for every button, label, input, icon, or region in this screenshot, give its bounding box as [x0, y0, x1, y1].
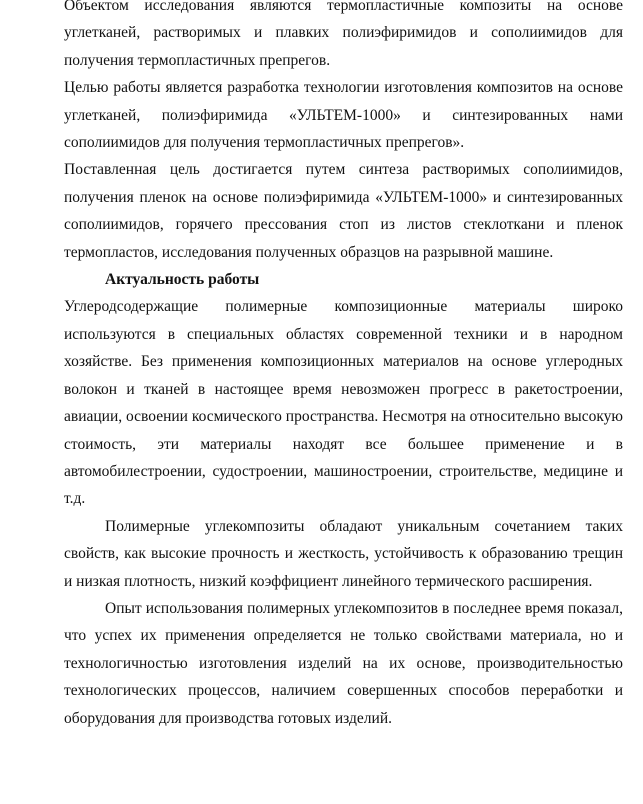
section-heading-relevance: Актуальность работы	[105, 271, 260, 289]
research-object-paragraph: Объектом исследования являются термопластичные композиты на основе углетканей, растворимых и плавких полиэфиримидов и сополиимидов для получения термопластичных препрегов.	[64, 0, 623, 69]
relevance-paragraph-1: Углеродсодержащие полимерные композиционные материалы широко используются в специальных областях современной техники и в народном хозяйстве. Без применения композиционных материалов на основе углеродных волокон и тканей в настоящее время невозможен прогресс в ракетостроении, авиации, освоении космического пространства. Несмотря на относительно высокую стоимость, эти материалы находят все большее применение и в автомобилестроении, судостроении, машиностроении, строительстве, медицине и т.д.	[64, 298, 623, 508]
relevance-paragraph-2: Полимерные углекомпозиты обладают уникальным сочетанием таких свойств, как высокие прочность и жесткость, устойчивость к образованию трещин и низкая плотность, низкий коэффициент линейного термического расширения.	[64, 517, 623, 590]
relevance-paragraph-3: Опыт использования полимерных углекомпозитов в последнее время показал, что успех их применения определяется не только свойствами материала, но и технологичностью изготовления изделий на их основе, производительностью технологических процессов, наличием совершенных способов переработки и оборудования для производства готовых изделий.	[64, 599, 623, 727]
research-method-paragraph: Поставленная цель достигается путем синтеза растворимых сополиимидов, получения пленок на основе полиэфиримида «УЛЬТЕМ-1000» и синтезированных сополиимидов, горячего прессования стоп из листов стеклоткани и пленок термопластов, исследования полученных образцов на разрывной машине.	[64, 161, 623, 261]
research-goal-paragraph: Целью работы является разработка технологии изготовления композитов на основе углетканей, полиэфиримида «УЛЬТЕМ-1000» и синтезированных нами сополиимидов для получения термопластичных препрегов».	[64, 79, 623, 152]
